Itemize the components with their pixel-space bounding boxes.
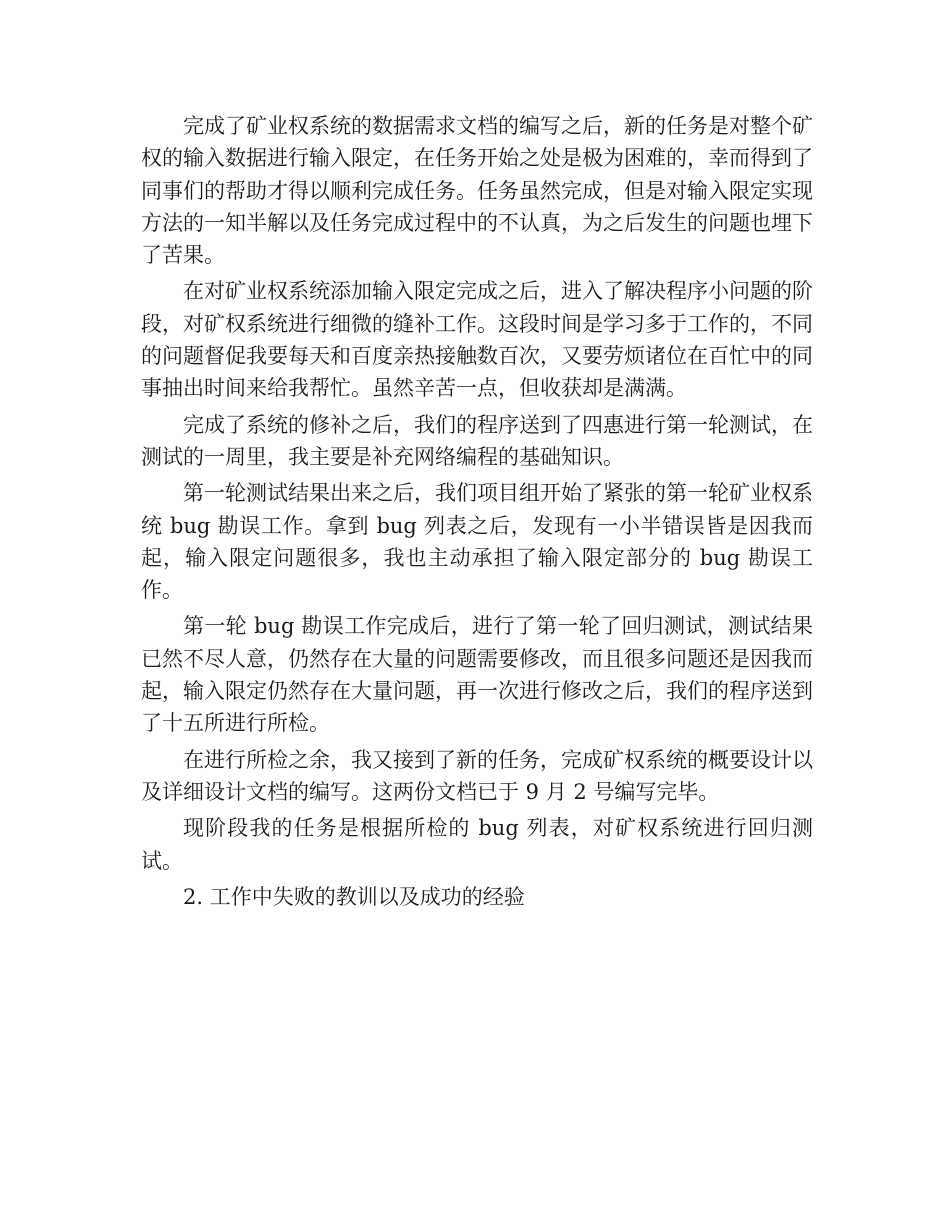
paragraph-6: 在进行所检之余，我又接到了新的任务，完成矿权系统的概要设计以及详细设计文档的编写。这两份文档已于 9 月 2 号编写完毕。 xyxy=(141,747,813,804)
document-body xyxy=(141,110,813,913)
paragraph-2: 在对矿业权系统添加输入限定完成之后，进入了解决程序小问题的阶段，对矿权系统进行细微的缝补工作。这段时间是学习多于工作的，不同的问题督促我要每天和百度亲热接触数百次，又要劳烦诸位在百忙中的同事抽出时间来给我帮忙。虽然辛苦一点，但收获却是满满。 xyxy=(141,279,813,401)
paragraph-7: 现阶段我的任务是根据所检的 bug 列表，对矿权系统进行回归测试。 xyxy=(141,816,813,873)
paragraph-1: 完成了矿业权系统的数据需求文档的编写之后，新的任务是对整个矿权的输入数据进行输入限定，在任务开始之处是极为困难的，幸而得到了同事们的帮助才得以顺利完成任务。任务虽然完成，但是对输入限定实现方法的一知半解以及任务完成过程中的不认真，为之后发生的问题也埋下了苦果。 xyxy=(141,114,813,268)
paragraph-4: 第一轮测试结果出来之后，我们项目组开始了紧张的第一轮矿业权系统 bug 勘误工作。拿到 bug 列表之后，发现有一小半错误皆是因我而起，输入限定问题很多，我也主动承担了输入限定部分的 bug 勘误工作。 xyxy=(141,481,813,603)
section-heading: 2. 工作中失败的教训以及成功的经验 xyxy=(183,884,525,909)
paragraph-3: 完成了系统的修补之后，我们的程序送到了四惠进行第一轮测试，在测试的一周里，我主要是补充网络编程的基础知识。 xyxy=(141,412,813,469)
paragraph-5: 第一轮 bug 勘误工作完成后，进行了第一轮了回归测试，测试结果已然不尽人意，仍然存在大量的问题需要修改，而且很多问题还是因我而起，输入限定仍然存在大量问题，再一次进行修改之后，我们的程序送到了十五所进行所检。 xyxy=(141,614,813,736)
